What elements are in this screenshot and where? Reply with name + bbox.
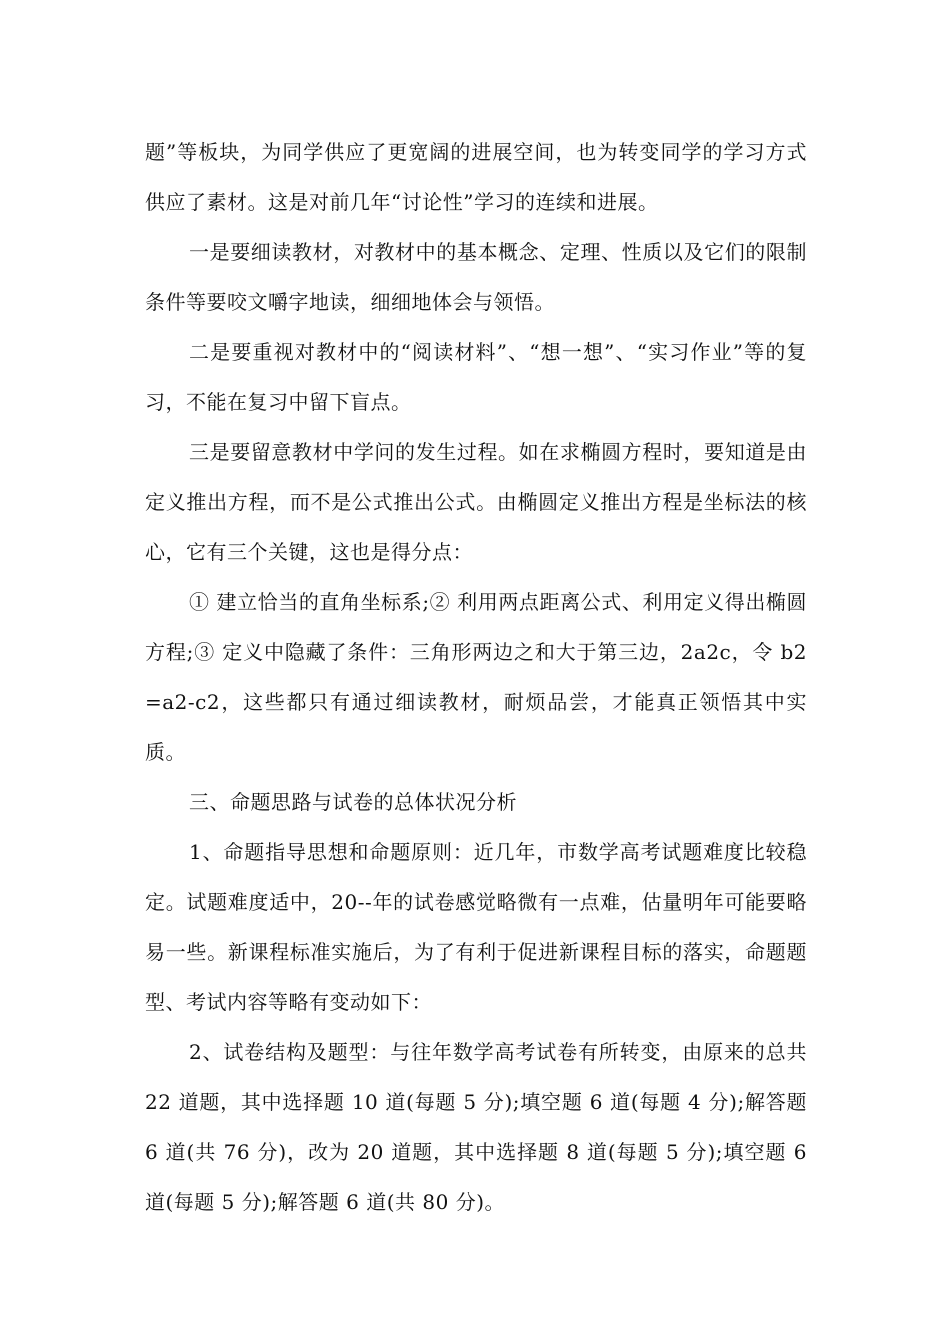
paragraph-guiding-principles: 1、命题指导思想和命题原则：近几年，市数学高考试题难度比较稳定。试题难度适中，20--年的试卷感觉略微有一点难，估量明年可能要略易一些。新课程标准实施后，为了有利于促进新课程目标的落实，命题题型、考试内容等略有变动如下： [145, 840, 807, 1014]
paragraph-point-three: 三是要留意教材中学问的发生过程。如在求椭圆方程时，要知道是由定义推出方程，而不是公式推出公式。由椭圆定义推出方程是坐标法的核心，它有三个关键，这也是得分点： [145, 440, 807, 564]
paragraph-exam-structure: 2、试卷结构及题型：与往年数学高考试卷有所转变，由原来的总共 22 道题，其中选择题 10 道(每题 5 分);填空题 6 道(每题 4 分);解答题 6 道(共 76 分)，改为 20 道题，其中选择题 8 道(每题 5 分);填空题 6 道(每题 5 分);解答题 6 道(共 80 分)。 [145, 1040, 807, 1214]
document-body [145, 127, 807, 1227]
paragraph-key-points: ① 建立恰当的直角坐标系;② 利用两点距离公式、利用定义得出椭圆方程;③ 定义中隐藏了条件：三角形两边之和大于第三边，2a2c，令 b2=a2-c2，这些都只有通过细读教材，耐烦品尝，才能真正领悟其中实质。 [145, 590, 807, 764]
paragraph-continuation: 题”等板块，为同学供应了更宽阔的进展空间，也为转变同学的学习方式供应了素材。这是对前几年“讨论性”学习的连续和进展。 [145, 140, 807, 214]
section-heading: 三、命题思路与试卷的总体状况分析 [189, 790, 517, 814]
paragraph-point-one: 一是要细读教材，对教材中的基本概念、定理、性质以及它们的限制条件等要咬文嚼字地读，细细地体会与领悟。 [145, 240, 807, 314]
paragraph-point-two: 二是要重视对教材中的“阅读材料”、“想一想”、“实习作业”等的复习，不能在复习中留下盲点。 [145, 340, 807, 414]
